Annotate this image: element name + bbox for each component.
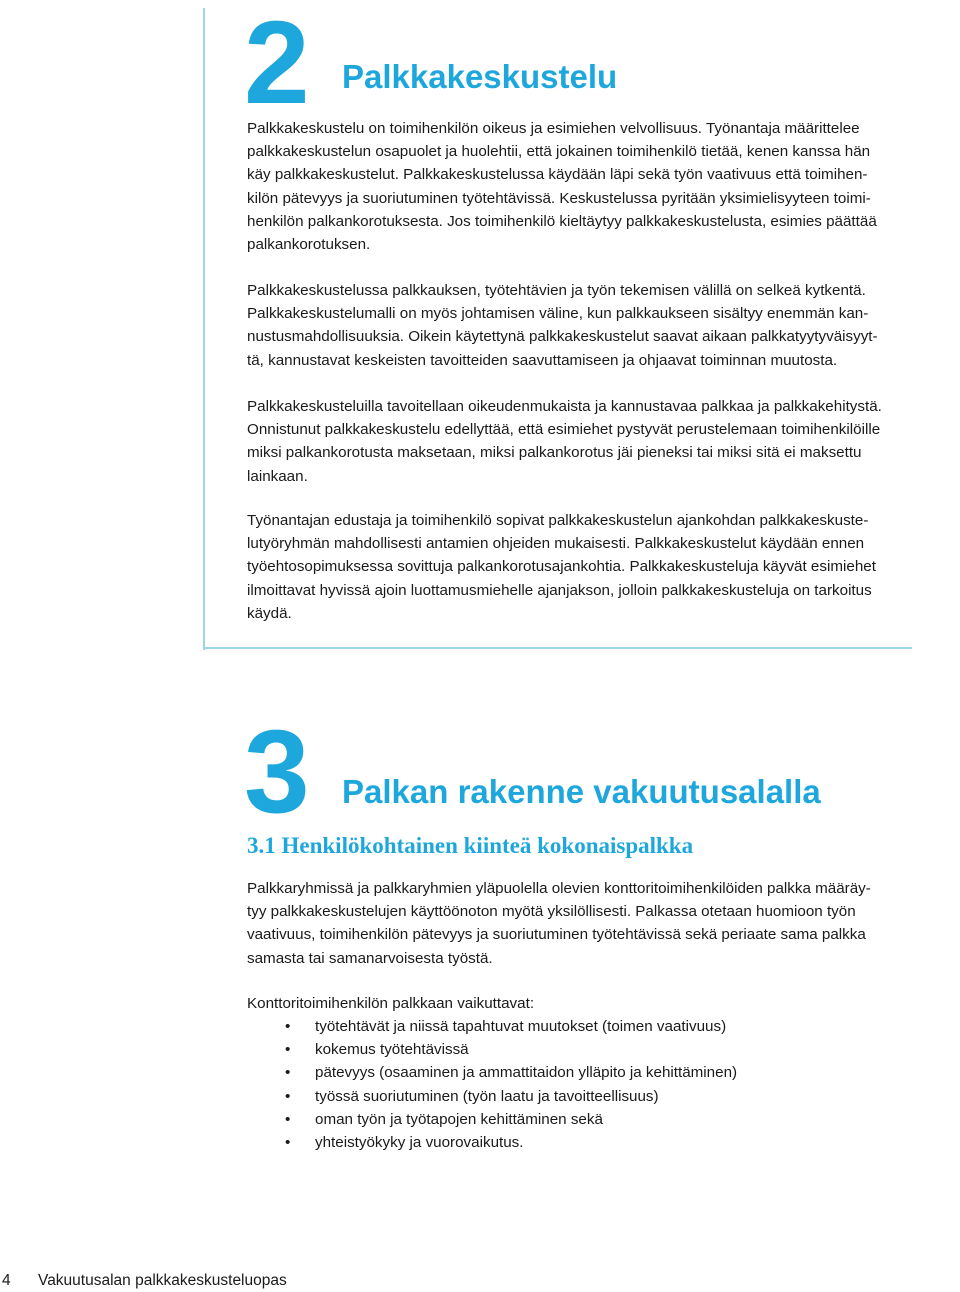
text-line: Onnistunut palkkakeskustelu edellyttää, että esimiehet pystyvät perustelemaan toimihenkilöille	[247, 421, 881, 439]
chapter-2-paragraph-2	[247, 279, 954, 372]
bullet-icon: •	[285, 1018, 291, 1035]
list-item	[247, 1061, 737, 1084]
text-line: käy palkkakeskustelut. Palkkakeskustelussa käydään läpi sekä työn vaativuus että toimihen-	[247, 166, 868, 184]
text-line: miksi palkankorotusta maksetaan, miksi palkankorotus jäi pieneksi tai miksi sitä ei maksettu	[247, 444, 862, 462]
list-intro	[247, 992, 954, 1015]
bullet-icon: •	[285, 1087, 291, 1105]
text-line: palkkakeskustelun osapuolet ja huolehtii, että jokainen toimihenkilö tietää, kenen kanssa hän	[247, 143, 871, 161]
chapter-2-title: Palkkakeskustelu	[342, 58, 618, 95]
chapter-3-title: Palkan rakenne vakuutusalalla	[342, 773, 821, 810]
salary-factors-list	[247, 1015, 737, 1154]
list-item-text: kokemus työtehtävissä	[315, 1041, 469, 1059]
vertical-rule	[203, 8, 205, 650]
list-item	[247, 1038, 737, 1061]
text-line: Palkkakeskustelumalli on myös johtamisen väline, kun palkkaukseen sisältyy enemmän kan-	[247, 305, 869, 323]
text-line: ilmoittavat hyvissä ajoin luottamusmiehelle ajanjakson, jolloin palkkakeskusteluja on tarkoitus	[247, 581, 872, 599]
list-item	[247, 1131, 737, 1154]
text-line: Palkkaryhmissä ja palkkaryhmien yläpuolella olevien konttoritoimihenkilöiden palkka määräy-	[247, 880, 871, 897]
chapter-2-paragraph-3	[247, 395, 954, 488]
text-line: Työnantajan edustaja ja toimihenkilö sopivat palkkakeskustelun ajankohdan palkkakeskuste-	[247, 512, 869, 529]
text-line: lainkaan.	[247, 467, 308, 485]
bullet-icon: •	[285, 1064, 291, 1082]
list-item-text: työtehtävät ja niissä tapahtuvat muutokset (toimen vaativuus)	[315, 1018, 727, 1035]
text-line: vaativuus, toimihenkilön pätevyys ja suoriutuminen työtehtävissä sekä periaate sama palkka	[247, 926, 866, 944]
chapter-2-paragraph-1	[247, 117, 954, 256]
bullet-icon: •	[285, 1110, 291, 1128]
text-line: nustusmahdollisuuksia. Oikein käytettynä palkkakeskustelut saavat aikaan palkkatyytyväisyyt-	[247, 328, 878, 346]
text-line: kilön pätevyys ja suoriutuminen työtehtävissä. Keskustelussa pyritään yksimielisyyteen toimi-	[247, 189, 871, 207]
text-line: lutyöryhmän mahdollisesti antamien ohjeiden mukaisesti. Palkkakeskustelut käydään ennen	[247, 535, 865, 553]
text-line: samasta tai samanarvoisesta työstä.	[247, 949, 493, 967]
section-3-1-title: 3.1 Henkilökohtainen kiinteä kokonaispalkka	[247, 833, 694, 858]
list-item-text: oman työn ja työtapojen kehittäminen sekä	[315, 1110, 603, 1128]
list-item	[247, 1085, 737, 1108]
chapter-2-number: 2	[244, 0, 306, 129]
text-line: henkilön palkankorotuksesta. Jos toimihenkilö kieltäytyy palkkakeskustelusta, esimies päättää	[247, 212, 877, 230]
text-line: Palkkakeskustelu on toimihenkilön oikeus ja esimiehen velvollisuus. Työnantaja määrittelee	[247, 120, 860, 137]
text-line: Konttoritoimihenkilön palkkaan vaikuttavat:	[247, 995, 535, 1012]
text-line: Palkkakeskustelussa palkkauksen, työtehtävien ja työn tekemisen välillä on selkeä kytkentä.	[247, 282, 866, 299]
list-item-text: työssä suoriutuminen (työn laatu ja tavoitteellisuus)	[315, 1087, 659, 1105]
page-number: 4	[2, 1272, 11, 1289]
list-item	[247, 1015, 737, 1038]
publication-title: Vakuutusalan palkkakeskusteluopas	[38, 1272, 287, 1289]
bullet-icon: •	[285, 1041, 291, 1059]
chapter-3-paragraph-1	[247, 877, 954, 970]
text-line: tä, kannustavat keskeisten tavoitteiden saavuttamiseen ja ohjaavat toiminnan muutosta.	[247, 351, 838, 369]
text-line: työehtosopimuksessa sovittuja palkankorotusajankohtia. Palkkakeskusteluja käyvät esimiehet	[247, 558, 876, 576]
list-item-text: pätevyys (osaaminen ja ammattitaidon ylläpito ja kehittäminen)	[315, 1064, 738, 1082]
text-line: Palkkakeskusteluilla tavoitellaan oikeudenmukaista ja kannustavaa palkkaa ja palkkakehitystä.	[247, 398, 882, 415]
text-line: tyy palkkakeskustelujen käyttöönoton myötä yksilöllisesti. Palkassa otetaan huomioon työn	[247, 903, 856, 921]
chapter-2-paragraph-4	[247, 509, 954, 625]
chapter-3-number: 3	[244, 706, 306, 838]
list-item	[247, 1108, 737, 1131]
list-item-text: yhteistyökyky ja vuorovaikutus.	[315, 1134, 524, 1152]
bullet-icon: •	[285, 1134, 291, 1152]
text-line: käydä.	[247, 604, 292, 622]
text-line: palkankorotuksen.	[247, 236, 371, 254]
horizontal-rule	[203, 647, 912, 649]
